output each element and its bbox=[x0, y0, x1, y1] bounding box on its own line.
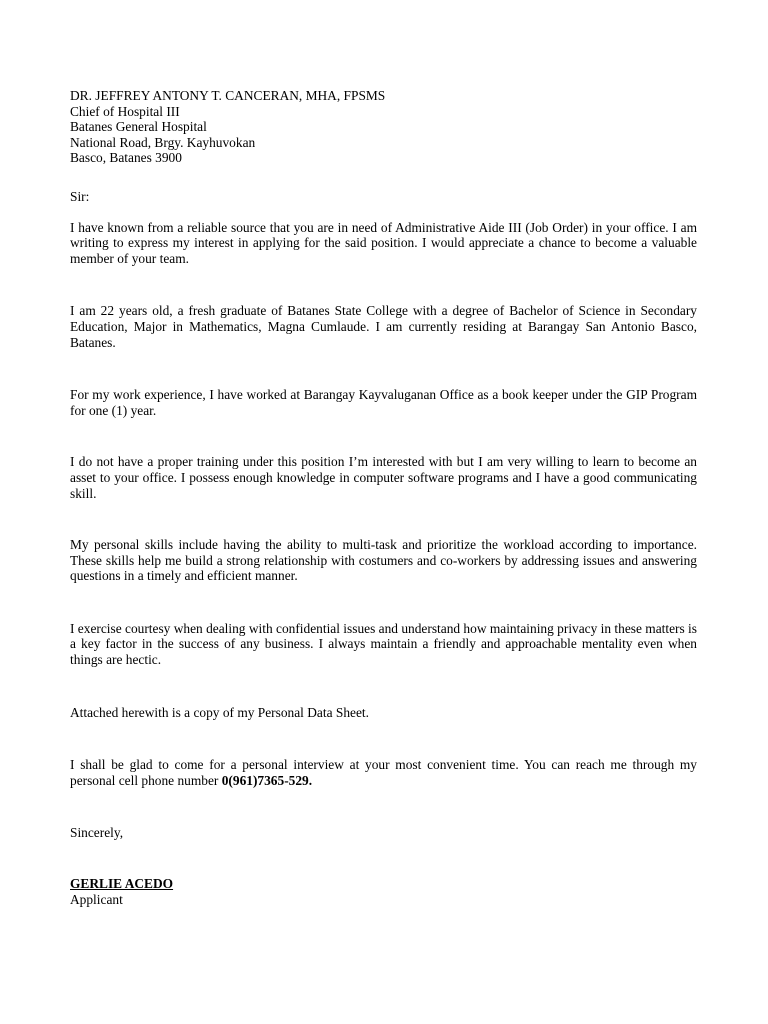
signature-title: Applicant bbox=[70, 891, 123, 907]
paragraph-work-experience: For my work experience, I have worked at Barangay Kayvaluganan Office as a book keeper under the GIP Program for one (1) year. bbox=[70, 387, 697, 418]
paragraph-personal-skills: My personal skills include having the ability to multi-task and prioritize the workload according to importance. These skills help me build a strong relationship with costumers and co-workers by addressing issues and answering questions in a timely and efficient manner. bbox=[70, 537, 697, 584]
paragraph-interview bbox=[70, 757, 697, 788]
recipient-city: Basco, Batanes 3900 bbox=[70, 150, 182, 166]
closing: Sincerely, bbox=[70, 825, 124, 841]
signature-name: GERLIE ACEDO bbox=[70, 876, 174, 892]
paragraph-training: I do not have a proper training under this position I’m interested with but I am very willing to learn to become an asset to your office. I possess enough knowledge in computer software programs and I have a good communicating skill. bbox=[70, 454, 697, 501]
recipient-block bbox=[70, 88, 697, 166]
recipient-position: Chief of Hospital III bbox=[70, 103, 180, 119]
phone-number: 0(961)7365-529. bbox=[221, 772, 313, 788]
letter-body bbox=[70, 88, 697, 907]
salutation: Sir: bbox=[70, 188, 90, 204]
paragraph-attachment: Attached herewith is a copy of my Personal Data Sheet. bbox=[70, 704, 369, 720]
paragraph-application-intent: I have known from a reliable source that you are in need of Administrative Aide III (Job Order) in your office. I am writing to express my interest in applying for the said position. I would appreciate a chance to become a valuable member of your team. bbox=[70, 219, 697, 266]
recipient-street: National Road, Brgy. Kayhuvokan bbox=[70, 134, 256, 150]
recipient-organization: Batanes General Hospital bbox=[70, 119, 207, 135]
paragraph-education: I am 22 years old, a fresh graduate of Batanes State College with a degree of Bachelor of Science in Secondary Education, Major in Mathematics, Magna Cumlaude. I am currently residing at Barangay San Antonio Basco, Batanes. bbox=[70, 303, 697, 350]
recipient-name: DR. JEFFREY ANTONY T. CANCERAN, MHA, FPSMS bbox=[70, 88, 386, 103]
paragraph-courtesy: I exercise courtesy when dealing with confidential issues and understand how maintaining privacy in these matters is a key factor in the success of any business. I always maintain a friendly and approachable mentality even when things are hectic. bbox=[70, 620, 697, 668]
interview-text: I shall be glad to come for a personal interview at your most convenient time. You can reach me through my personal cell phone number bbox=[70, 757, 697, 788]
